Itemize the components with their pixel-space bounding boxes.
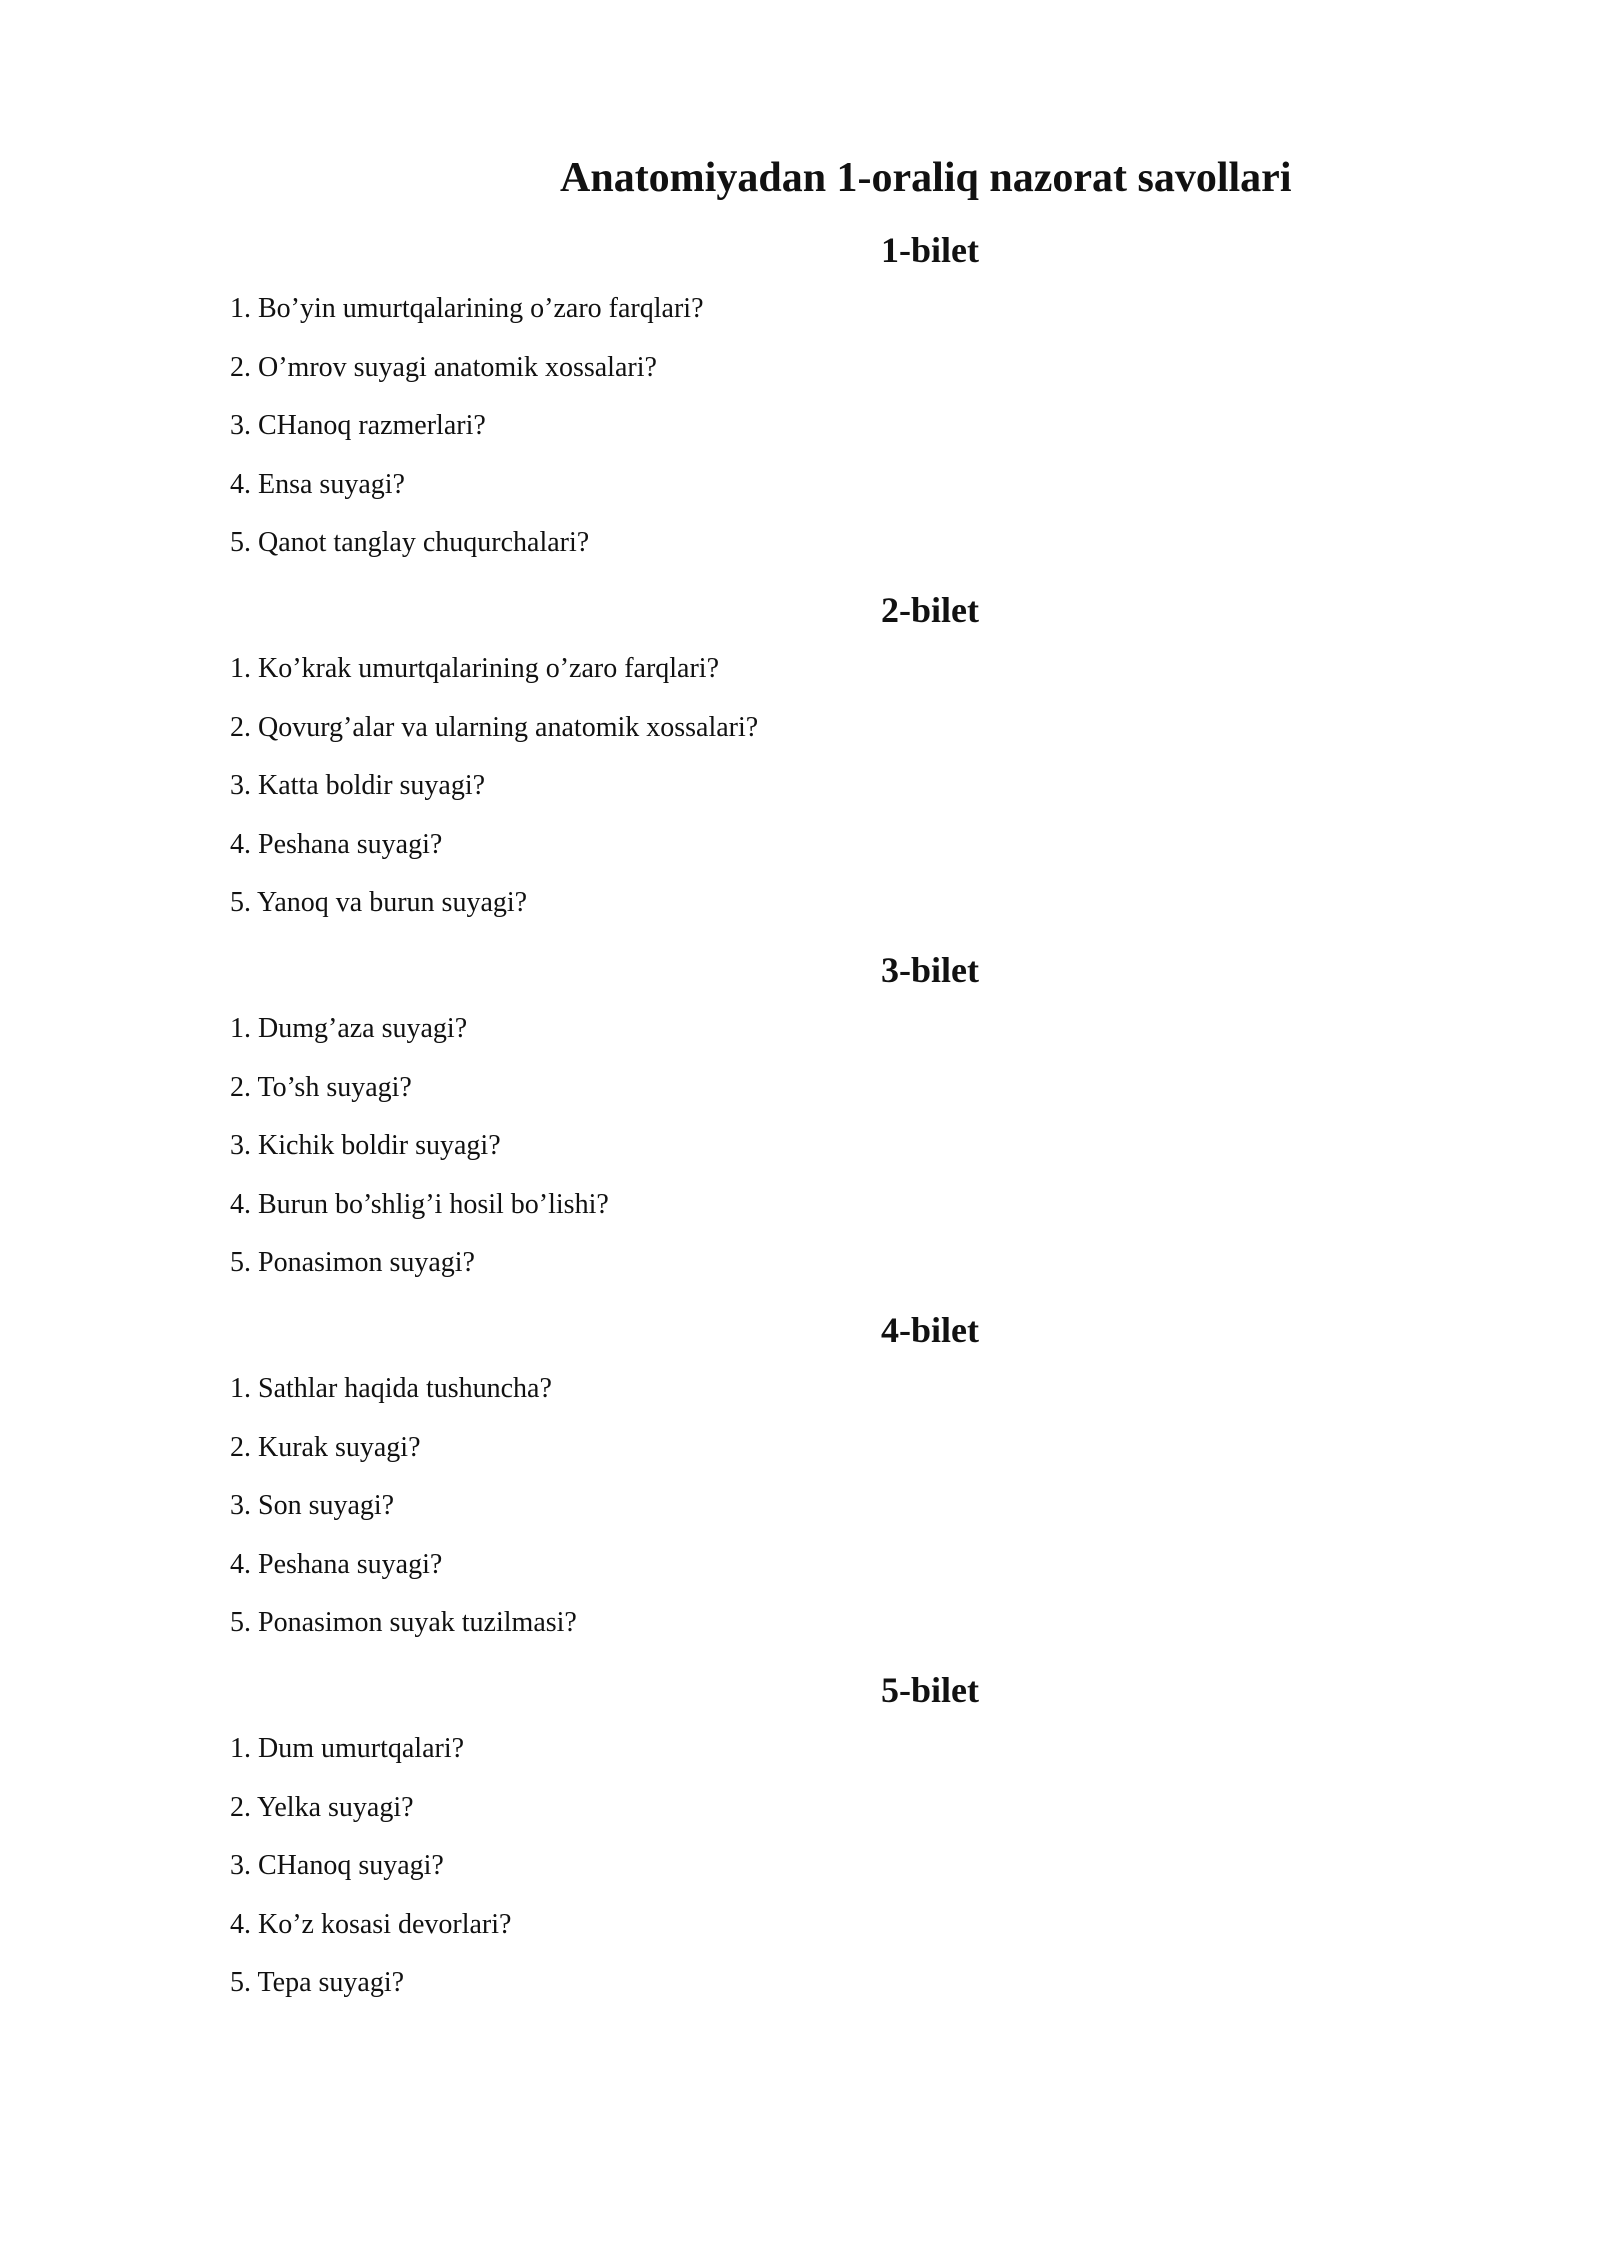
question-item: 2. O’mrov suyagi anatomik xossalari? (230, 351, 657, 383)
bilet-heading: 1-bilet (881, 230, 979, 270)
question-item: 4. Peshana suyagi? (230, 1548, 443, 1580)
document-title: Anatomiyadan 1-oraliq nazorat savollari (560, 155, 1292, 201)
question-list (230, 1360, 1490, 1653)
question-item: 4. Ensa suyagi? (230, 468, 405, 500)
question-item: 3. CHanoq suyagi? (230, 1850, 444, 1881)
bilet-heading: 3-bilet (881, 950, 979, 990)
question-item: 3. CHanoq razmerlari? (230, 410, 486, 441)
question-item: 2. To’sh suyagi? (230, 1071, 412, 1103)
question-item: 2. Kurak suyagi? (230, 1431, 421, 1463)
question-list (230, 1000, 1490, 1293)
question-item: 5. Tepa suyagi? (230, 1967, 405, 1998)
question-item: 1. Bo’yin umurtqalarining o’zaro farqlari? (230, 293, 704, 324)
bilet-heading: 4-bilet (881, 1310, 979, 1350)
question-list (230, 640, 1490, 933)
question-item: 1. Sathlar haqida tushuncha? (230, 1373, 552, 1404)
question-item: 2. Qovurg’alar va ularning anatomik xossalari? (230, 711, 759, 743)
question-item: 3. Son suyagi? (230, 1490, 395, 1521)
question-list (230, 280, 1490, 573)
bilet-heading: 2-bilet (881, 590, 979, 630)
bilet-5-section (230, 1660, 1490, 2013)
question-item: 1. Dum umurtqalari? (230, 1733, 465, 1764)
bilet-1-section (230, 220, 1490, 573)
question-list (230, 1720, 1490, 2013)
question-item: 2. Yelka suyagi? (230, 1791, 414, 1823)
question-item: 4. Peshana suyagi? (230, 828, 443, 860)
bilet-4-section (230, 1300, 1490, 1653)
question-item: 1. Dumg’aza suyagi? (230, 1013, 468, 1044)
question-item: 3. Katta boldir suyagi? (230, 770, 486, 801)
question-item: 4. Burun bo’shlig’i hosil bo’lishi? (230, 1188, 609, 1220)
question-item: 1. Ko’krak umurtqalarining o’zaro farqlari? (230, 653, 720, 684)
question-item: 4. Ko’z kosasi devorlari? (230, 1908, 512, 1940)
bilet-3-section (230, 940, 1490, 1293)
question-item: 5. Qanot tanglay chuqurchalari? (230, 527, 590, 558)
question-item: 5. Yanoq va burun suyagi? (230, 887, 528, 918)
bilet-2-section (230, 580, 1490, 933)
question-item: 5. Ponasimon suyagi? (230, 1247, 475, 1278)
bilet-heading: 5-bilet (881, 1670, 979, 1710)
question-item: 3. Kichik boldir suyagi? (230, 1130, 501, 1161)
question-item: 5. Ponasimon suyak tuzilmasi? (230, 1607, 577, 1638)
